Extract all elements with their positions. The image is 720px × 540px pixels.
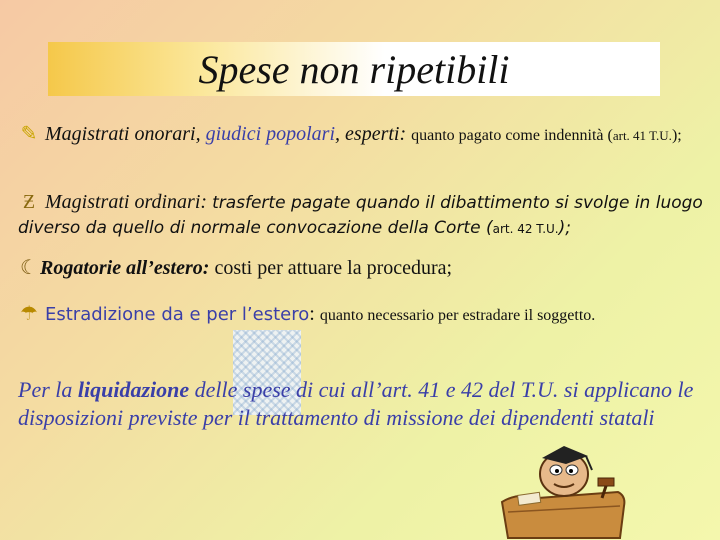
bullet-3-text: costi per attuare la procedura; [214,257,453,279]
bullet-2-ref: art. 42 T.U. [492,222,559,236]
bullet-1-highlight: giudici popolari [205,123,336,145]
bullet-1-heading: Magistrati onorari [45,123,196,145]
moon-icon: ☾ [20,257,38,279]
bullet-1-ref: art. 41 T.U. [612,128,672,143]
title-banner [48,42,660,96]
bullet-4-sep: : [309,303,320,325]
bullet-1-end: ); [671,127,682,144]
pencil-icon: ✎ [20,123,38,145]
bullet-2-heading: Magistrati ordinari [45,191,201,213]
judge-clipart [498,440,630,540]
bullet-1-sep2: , esperti: [335,123,412,145]
bullet-magistrati-onorari [18,122,708,148]
para-before: Per la [18,377,78,402]
bullet-rogatorie [18,256,708,280]
bullet-3-heading: Rogatorie all’estero: [40,257,215,279]
umbrella-icon: ☂ [20,303,38,325]
slide-title: Spese non ripetibili [198,47,510,92]
bullet-magistrati-ordinari [18,190,708,241]
para-bold: liquidazione [77,377,190,402]
bullet-4-heading: Estradizione da e per l’estero [45,304,310,325]
bullet-4-text: quanto necessario per estradare il soggetto. [319,307,596,324]
bullet-1-text: quanto pagato come indennità ( [411,127,613,144]
bullet-2-sep: : [200,191,213,213]
bullet-estradizione [18,302,708,328]
bullet-1-sep: , [195,123,206,145]
z-icon: Ƶ [22,191,36,213]
bullet-2-end: ); [558,218,571,238]
bullet-2-text: trasferte pagate quando il dibattimento si svolge in luogo diverso da quello di normale convocazione della Corte ( [18,193,703,238]
liquidazione-paragraph [18,376,708,432]
para-after: delle spese di cui all’art. 41 e 42 del T.U. si applicano le disposizioni previste per il trattamento di missione dei dipendenti statali [18,377,694,430]
